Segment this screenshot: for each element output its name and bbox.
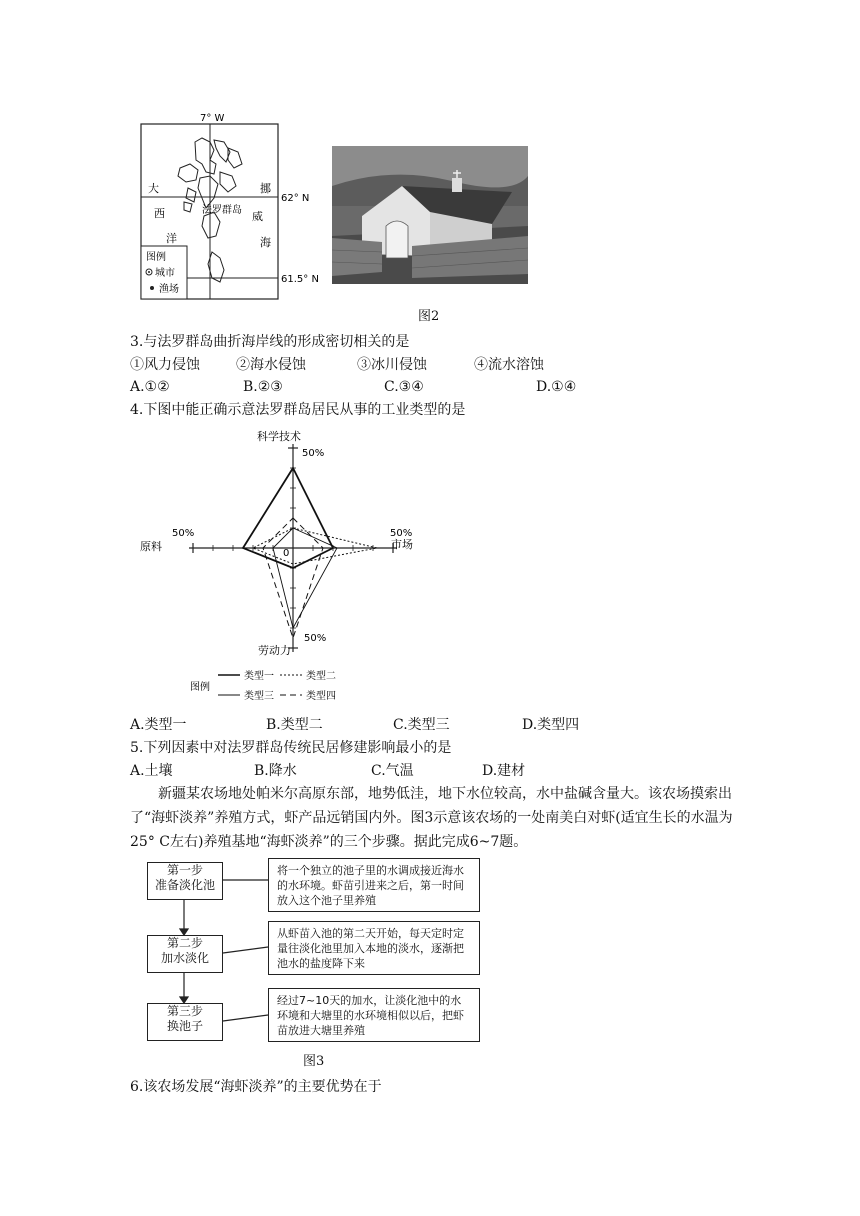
axis-label-science: 科学技术	[257, 430, 301, 443]
axis-label-labor: 劳动力	[258, 644, 291, 657]
flow-connectors	[140, 855, 280, 1050]
q4-option-c: C.类型三	[393, 717, 450, 733]
q5-option-c: C.气温	[371, 763, 414, 779]
legend-city: 城市	[155, 268, 175, 279]
q3-option-c: C.③④	[384, 379, 424, 395]
sea-label-1: 挪	[260, 182, 271, 195]
q3-option-b: B.②③	[243, 379, 283, 395]
q3-item-2: ②海水侵蚀	[236, 357, 306, 373]
industry-radar-chart	[140, 428, 470, 704]
step3-title: 第三步	[166, 1004, 203, 1018]
axis-max-bottom: 50%	[304, 633, 327, 644]
legend-type3: 类型三	[244, 691, 274, 702]
ocean-label-2: 西	[154, 207, 165, 220]
q3-item-4: ④流水溶蚀	[474, 357, 544, 373]
ocean-label-1: 大	[148, 182, 159, 195]
sea-label-3: 海	[260, 236, 271, 249]
q3-option-a: A.①②	[130, 379, 170, 395]
islands-label: 法罗群岛	[202, 205, 242, 216]
series-type3	[273, 528, 337, 628]
step1-name: 准备淡化池	[154, 878, 215, 892]
step1-title: 第一步	[166, 863, 203, 877]
fig3-caption: 图3	[303, 1054, 325, 1069]
axis-max-right: 50%	[390, 528, 413, 539]
step2-desc: 从虾苗入池的第二天开始，每天定时定量往淡化池里加入本地的淡水，逐渐把池水的盐度降下来	[268, 921, 480, 975]
ocean-label-3: 洋	[166, 232, 177, 245]
q5-option-b: B.降水	[254, 763, 297, 779]
axis-max-left: 50%	[172, 528, 195, 539]
lat-bottom-label: 61.5° N	[281, 274, 319, 285]
legend-title: 图例	[146, 252, 166, 263]
traditional-house-photo	[332, 146, 528, 284]
q3-item-3: ③冰川侵蚀	[357, 357, 427, 373]
lat-top-label: 62° N	[281, 193, 310, 204]
axis-label-market: 市场	[391, 538, 413, 551]
q4-stem: 4.下图中能正确示意法罗群岛居民从事的工业类型的是	[130, 402, 466, 418]
q4-option-a: A.类型一	[130, 717, 187, 733]
q5-option-a: A.土壤	[130, 763, 173, 779]
q6-stem: 6.该农场发展“海虾淡养”的主要优势在于	[130, 1079, 382, 1095]
q5-option-d: D.建材	[482, 763, 526, 779]
legend-type1: 类型一	[244, 671, 274, 682]
faroe-islands-map	[140, 112, 320, 302]
step2-title: 第二步	[166, 936, 203, 950]
step3-desc: 经过7~10天的加水，让淡化池中的水环境和大塘里的水环境相似以后，把虾苗放进大塘里养殖	[268, 988, 480, 1042]
step2-name: 加水淡化	[160, 951, 209, 965]
axis-max-top: 50%	[302, 448, 325, 459]
q3-item-1: ①风力侵蚀	[130, 357, 200, 373]
fig2-caption: 图2	[418, 309, 440, 324]
center-label: 0	[283, 548, 290, 559]
q4-option-b: B.类型二	[266, 717, 323, 733]
sea-label-2: 威	[252, 210, 263, 223]
legend-type4: 类型四	[306, 691, 336, 702]
q5-stem: 5.下列因素中对法罗群岛传统民居修建影响最小的是	[130, 740, 452, 756]
q3-stem: 3.与法罗群岛曲折海岸线的形成密切相关的是	[130, 334, 410, 350]
lon-label: 7° W	[200, 113, 225, 124]
step3-name: 换池子	[166, 1019, 203, 1033]
passage: 新疆某农场地处帕米尔高原东部，地势低洼，地下水位较高，水中盐碱含量大。该农场摸索出了“海虾淡养”养殖方式，虾产品远销国内外。图3示意该农场的一处南美白对虾(适宜生长的水温为25° C左右)养殖基地“海虾淡养”的三个步骤。据此完成6~7题。	[130, 786, 733, 850]
legend-title: 图例	[190, 682, 210, 693]
legend-type2: 类型二	[306, 671, 336, 682]
step1-desc: 将一个独立的池子里的水调成接近海水的水环境。虾苗引进来之后，第一时间放入这个池子里养殖	[268, 858, 480, 912]
q4-option-d: D.类型四	[522, 717, 580, 733]
legend-fishery: 渔场	[159, 284, 179, 295]
q3-option-d: D.①④	[536, 379, 577, 395]
axis-label-material: 原料	[140, 540, 162, 553]
